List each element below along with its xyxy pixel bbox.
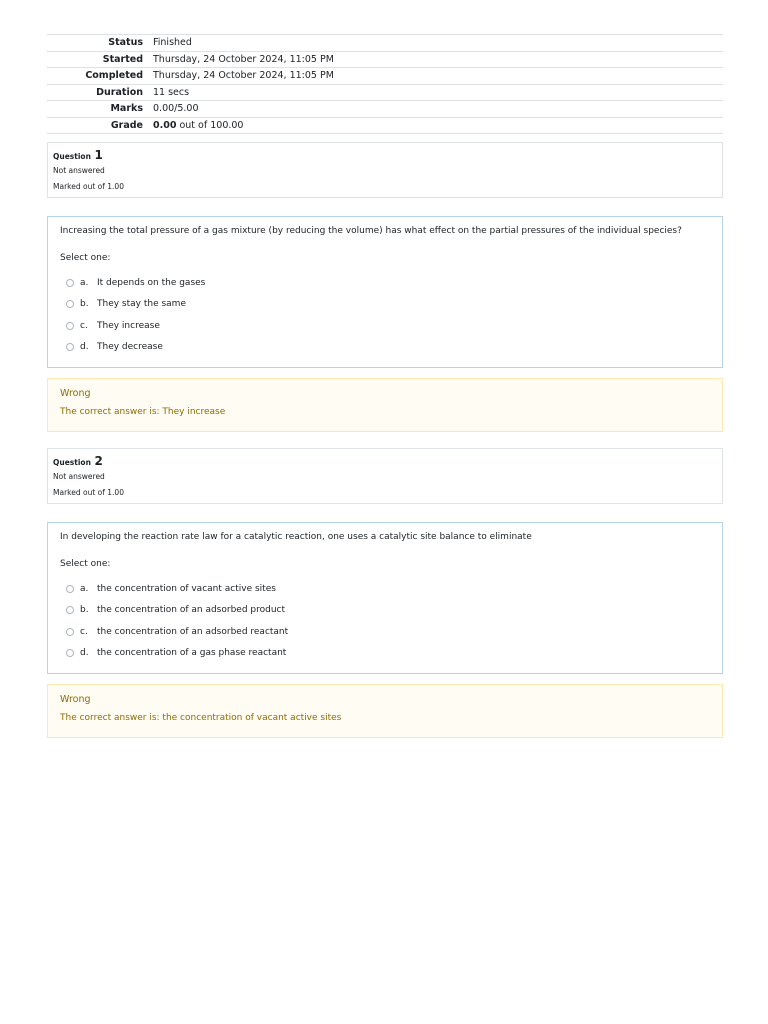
question-number: 2 <box>94 454 103 468</box>
summary-label: Grade <box>110 119 143 131</box>
question-state: Not answered <box>53 166 105 175</box>
question-content-2 <box>47 522 723 674</box>
question-heading <box>53 148 103 162</box>
summary-row-grade <box>47 117 723 134</box>
summary-label: Completed <box>85 70 143 82</box>
summary-label: Status <box>108 37 143 49</box>
summary-row-marks <box>47 101 723 118</box>
answer-option-d[interactable] <box>66 337 205 359</box>
answer-option-c[interactable] <box>66 621 288 643</box>
answer-options <box>66 578 288 664</box>
answer-option-b[interactable] <box>66 600 288 622</box>
summary-label: Marks <box>110 103 143 115</box>
question-grade: Marked out of 1.00 <box>53 182 124 191</box>
radio-button[interactable] <box>66 585 74 593</box>
grade-out-of: out of 100.00 <box>176 119 244 131</box>
summary-row-status <box>47 35 723 52</box>
question-state: Not answered <box>53 472 105 481</box>
radio-button[interactable] <box>66 322 74 330</box>
quiz-review-page <box>47 34 723 723</box>
summary-value: Finished <box>153 37 192 49</box>
summary-value: Thursday, 24 October 2024, 11:05 PM <box>153 70 334 82</box>
question-feedback-2 <box>47 684 723 738</box>
summary-row-duration <box>47 84 723 101</box>
summary-row-started <box>47 51 723 68</box>
option-letter: a. <box>80 277 89 288</box>
select-one-prompt: Select one: <box>60 559 111 569</box>
question-text: In developing the reaction rate law for a catalytic reaction, one uses a catalytic site balance to eliminate <box>60 532 532 542</box>
outcome-text: Wrong <box>60 694 91 705</box>
option-text: the concentration of a gas phase reactant <box>97 648 287 659</box>
radio-button[interactable] <box>66 279 74 287</box>
summary-value: 0.00/5.00 <box>153 103 199 115</box>
correct-answer-text: The correct answer is: the concentration of vacant active sites <box>60 713 342 723</box>
question-info-2 <box>47 448 723 504</box>
summary-row-completed <box>47 68 723 85</box>
question-heading <box>53 454 103 468</box>
option-letter: b. <box>80 605 89 616</box>
option-letter: c. <box>80 626 88 637</box>
summary-value: Thursday, 24 October 2024, 11:05 PM <box>153 53 334 65</box>
summary-label: Duration <box>96 86 143 98</box>
answer-option-b[interactable] <box>66 294 205 316</box>
radio-button[interactable] <box>66 628 74 636</box>
radio-button[interactable] <box>66 300 74 308</box>
outcome-text: Wrong <box>60 388 91 399</box>
answer-option-a[interactable] <box>66 578 288 600</box>
summary-value <box>153 117 723 134</box>
question-grade: Marked out of 1.00 <box>53 488 124 497</box>
question-number: 1 <box>94 148 103 162</box>
question-feedback-1 <box>47 378 723 432</box>
answer-options <box>66 272 205 358</box>
radio-button[interactable] <box>66 606 74 614</box>
option-text: They decrease <box>97 342 163 353</box>
answer-option-a[interactable] <box>66 272 205 294</box>
option-letter: c. <box>80 320 88 331</box>
question-content-1 <box>47 216 723 368</box>
summary-label: Started <box>102 53 143 65</box>
option-text: the concentration of vacant active sites <box>97 583 276 594</box>
option-text: the concentration of an adsorbed product <box>97 605 286 616</box>
option-text: They increase <box>97 320 160 331</box>
answer-option-c[interactable] <box>66 315 205 337</box>
question-info-1 <box>47 142 723 198</box>
correct-answer-text: The correct answer is: They increase <box>60 407 226 417</box>
option-text: It depends on the gases <box>97 277 206 288</box>
question-label: Question <box>53 152 91 161</box>
attempt-summary-table <box>47 34 723 134</box>
select-one-prompt: Select one: <box>60 253 111 263</box>
option-letter: b. <box>80 299 89 310</box>
option-letter: d. <box>80 342 89 353</box>
option-text: the concentration of an adsorbed reactant <box>97 626 289 637</box>
radio-button[interactable] <box>66 343 74 351</box>
radio-button[interactable] <box>66 649 74 657</box>
question-label: Question <box>53 458 91 467</box>
question-text: Increasing the total pressure of a gas mixture (by reducing the volume) has what effect on the partial pressures of the individual species? <box>60 226 682 236</box>
option-letter: a. <box>80 583 89 594</box>
option-letter: d. <box>80 648 89 659</box>
answer-option-d[interactable] <box>66 643 288 665</box>
grade-score: 0.00 <box>153 119 177 131</box>
summary-value: 11 secs <box>153 86 190 98</box>
option-text: They stay the same <box>97 299 186 310</box>
